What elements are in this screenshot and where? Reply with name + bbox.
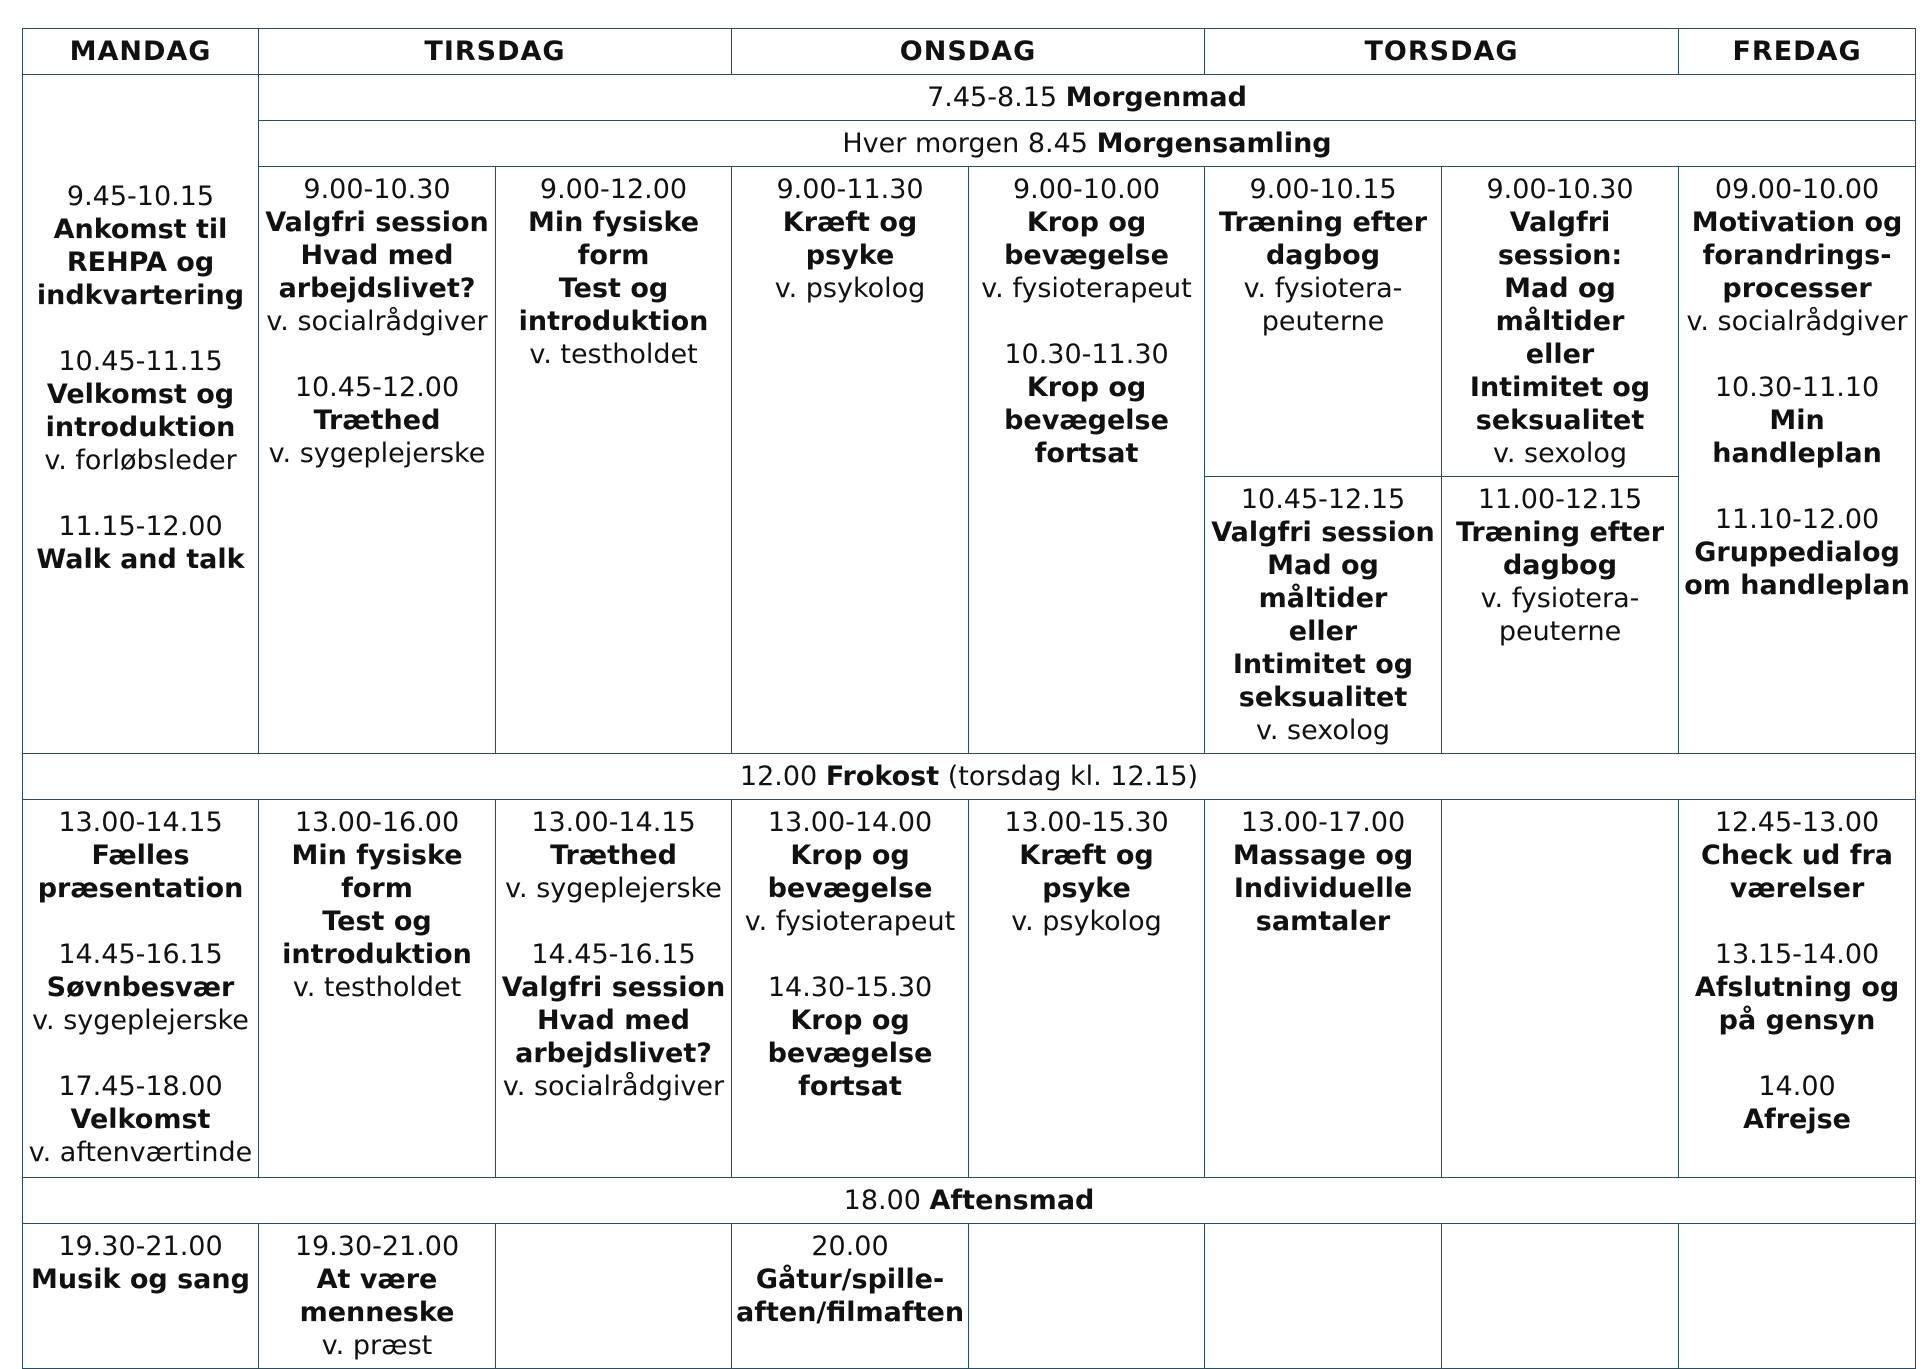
event-title: Massage og: [1232, 840, 1414, 871]
onsdag-b-evening-cell: [969, 1224, 1205, 1369]
event-block: [1209, 173, 1437, 338]
event-time: 13.00-15.30: [1004, 807, 1169, 838]
morgensamling-banner: [259, 121, 1916, 167]
event-title: Mad og måltider: [1258, 550, 1388, 614]
event-title: Test og: [558, 273, 669, 304]
event-time: 11.00-12.15: [1477, 484, 1643, 515]
event-title: At være: [316, 1264, 438, 1295]
mandag-morning-cell: [23, 75, 259, 754]
morgenmad-label: Morgenmad: [1065, 82, 1247, 113]
event-block: [1209, 806, 1437, 938]
event-title: Kræft og psyke: [782, 207, 918, 271]
torsdag-a-morning-top-cell: [1205, 167, 1442, 477]
fredag-afternoon-cell: [1679, 800, 1916, 1178]
event-time: 12.45-13.00: [1714, 807, 1880, 838]
torsdag-a-morning-bottom-cell: [1205, 477, 1442, 754]
event-title: forandrings-: [1702, 240, 1892, 271]
event-title: Mad og måltider: [1495, 273, 1625, 337]
event-title: præsentation: [37, 873, 244, 904]
event-block: [973, 173, 1200, 305]
event-title: Walk and talk: [36, 544, 245, 575]
aftensmad-time: 18.00: [843, 1185, 921, 1216]
fredag-morning-cell: [1679, 167, 1916, 754]
event-person: v. sexolog: [1255, 715, 1391, 746]
event-person: peuterne: [1498, 616, 1622, 647]
event-title: introduktion: [518, 306, 709, 337]
event-block: [1683, 503, 1911, 602]
event-title: Velkomst: [70, 1104, 211, 1135]
event-title: Valgfri session: [501, 972, 726, 1003]
event-title: Søvnbesvær: [46, 972, 235, 1003]
event-time: 13.00-14.15: [531, 807, 696, 838]
event-title: Hvad med: [537, 1005, 690, 1036]
event-person: v. fysiotera-: [1243, 273, 1403, 304]
event-time: 9.00-10.30: [303, 174, 451, 205]
tirsdag-a-morning-cell: [259, 167, 496, 754]
mandag-evening-cell: [23, 1224, 259, 1369]
event-block: [263, 173, 491, 338]
onsdag-b-afternoon-cell: [969, 800, 1205, 1178]
event-time: 13.00-16.00: [294, 807, 460, 838]
onsdag-a-afternoon-cell: [732, 800, 969, 1178]
event-block: [27, 510, 254, 576]
event-block: [1446, 483, 1674, 648]
event-time: 11.10-12.00: [1714, 504, 1880, 535]
event-time: 09.00-10.00: [1714, 174, 1880, 205]
evening-row: [23, 1224, 1916, 1369]
event-title: arbejdslivet?: [278, 273, 476, 304]
event-person: v. psykolog: [774, 273, 926, 304]
event-title: form: [577, 240, 650, 271]
tirsdag-a-afternoon-cell: [259, 800, 496, 1178]
onsdag-b-morning-cell: [969, 167, 1205, 754]
event-title: dagbog: [1265, 240, 1381, 271]
morgensamling-label: Morgensamling: [1096, 128, 1332, 159]
event-time: 9.00-10.00: [1012, 174, 1161, 205]
event-title: Valgfri session: [1211, 517, 1435, 548]
event-time: 10.45-12.00: [294, 372, 460, 403]
event-block: [500, 173, 727, 371]
event-title: introduktion: [45, 412, 236, 443]
event-person: v. fysiotera-: [1480, 583, 1640, 614]
torsdag-a-afternoon-cell: [1205, 800, 1442, 1178]
event-title: om handleplan: [1684, 570, 1910, 601]
frokost-label: Frokost: [825, 761, 940, 792]
event-block: [500, 938, 727, 1103]
event-time: 9.00-12.00: [539, 174, 688, 205]
event-title: Intimitet og: [1469, 372, 1651, 403]
event-title: Intimitet og: [1232, 649, 1414, 680]
event-block: [27, 180, 254, 312]
frokost-banner: [23, 754, 1916, 800]
aftensmad-row: [23, 1178, 1916, 1224]
onsdag-a-evening-cell: [732, 1224, 969, 1369]
afternoon-row: [23, 800, 1916, 1178]
event-title: Afslutning og: [1694, 972, 1900, 1003]
event-title: bevægelse: [1004, 405, 1169, 436]
event-person: v. psykolog: [1011, 906, 1162, 937]
frokost-note: (torsdag kl. 12.15): [947, 761, 1199, 792]
event-title: Gruppedialog: [1694, 537, 1900, 568]
event-block: [1446, 173, 1674, 470]
event-person: v. fysioterapeut: [981, 273, 1192, 304]
event-person: v. socialrådgiver: [502, 1071, 725, 1102]
event-title: aften/filmaften: [736, 1297, 965, 1328]
event-block: [736, 1230, 964, 1329]
event-block: [736, 971, 964, 1103]
torsdag-b-evening-cell: [1442, 1224, 1679, 1369]
frokost-row: [23, 754, 1916, 800]
event-time: 10.45-11.15: [58, 346, 223, 377]
morgensamling-row: [23, 121, 1916, 167]
event-title: Træthed: [313, 405, 441, 436]
event-time: 11.15-12.00: [58, 511, 223, 542]
event-person: v. testholdet: [292, 972, 462, 1003]
event-title: arbejdslivet?: [515, 1038, 712, 1069]
event-title: Min fysiske: [291, 840, 463, 871]
day-header-torsdag: TORSDAG: [1205, 29, 1679, 75]
event-title: REHPA og: [66, 247, 215, 278]
tirsdag-a-evening-cell: [259, 1224, 496, 1369]
aftensmad-banner: [23, 1178, 1916, 1224]
event-title: eller: [1288, 616, 1358, 647]
event-title: fortsat: [1034, 438, 1139, 469]
event-person: v. forløbsleder: [44, 445, 237, 476]
event-person: v. testholdet: [529, 339, 698, 370]
event-block: [263, 806, 491, 1004]
event-title: Afrejse: [1743, 1104, 1851, 1135]
event-person: v. sygeplejerske: [268, 438, 486, 469]
event-time: 19.30-21.00: [58, 1231, 223, 1262]
event-title: seksualitet: [1238, 682, 1408, 713]
event-title: Individuelle: [1233, 873, 1413, 904]
event-title: Check ud fra: [1701, 840, 1893, 871]
event-time: 14.45-16.15: [531, 939, 696, 970]
weekly-schedule-table: [22, 28, 1916, 1369]
event-title: Min handleplan: [1712, 405, 1882, 469]
event-title: Test og: [322, 906, 432, 937]
event-time: 13.00-14.15: [58, 807, 223, 838]
morgenmad-banner: [259, 75, 1916, 121]
event-time: 9.00-10.30: [1486, 174, 1634, 205]
event-time: 9.00-11.30: [776, 174, 924, 205]
event-time: 14.45-16.15: [58, 939, 223, 970]
aftensmad-label: Aftensmad: [929, 1185, 1095, 1216]
event-time: 13.00-14.00: [767, 807, 933, 838]
event-title: Valgfri session:: [1497, 207, 1623, 271]
event-title: Træthed: [550, 840, 677, 871]
event-title: Valgfri session: [265, 207, 489, 238]
tirsdag-b-evening-cell: [496, 1224, 732, 1369]
event-title: bevægelse: [767, 873, 933, 904]
event-title: Krop og: [790, 1005, 910, 1036]
event-block: [973, 338, 1200, 470]
event-title: Krop og: [1026, 372, 1147, 403]
event-time: 10.45-12.15: [1240, 484, 1406, 515]
event-person: peuterne: [1261, 306, 1385, 337]
event-block: [27, 1230, 254, 1296]
event-block: [500, 806, 727, 905]
event-title: værelser: [1729, 873, 1865, 904]
event-block: [27, 806, 254, 905]
event-block: [27, 345, 254, 477]
event-title: processer: [1722, 273, 1872, 304]
event-title: på gensyn: [1718, 1005, 1876, 1036]
morning-row-top: [23, 167, 1916, 477]
day-header-tirsdag: TIRSDAG: [259, 29, 732, 75]
event-time: 13.00-17.00: [1240, 807, 1406, 838]
event-time: 10.30-11.30: [1004, 339, 1169, 370]
event-block: [736, 806, 964, 938]
mandag-afternoon-cell: [23, 800, 259, 1178]
event-title: dagbog: [1502, 550, 1618, 581]
event-block: [263, 371, 491, 470]
event-title: bevægelse: [1004, 240, 1169, 271]
schedule-wrapper: [22, 28, 1915, 1369]
event-title: Træning efter: [1218, 207, 1428, 238]
event-time: 9.45-10.15: [66, 181, 215, 212]
event-time: 9.00-10.15: [1249, 174, 1397, 205]
event-person: v. socialrådgiver: [266, 306, 488, 337]
event-person: v. socialrådgiver: [1686, 306, 1908, 337]
event-title: fortsat: [798, 1071, 902, 1102]
event-person: v. sexolog: [1492, 438, 1628, 469]
event-block: [1683, 1070, 1911, 1136]
event-block: [1683, 806, 1911, 905]
torsdag-a-evening-cell: [1205, 1224, 1442, 1369]
event-title: Træning efter: [1455, 517, 1665, 548]
event-title: eller: [1525, 339, 1595, 370]
event-title: Kræft og psyke: [1019, 840, 1154, 904]
event-title: Gåtur/spille-: [755, 1264, 945, 1295]
morgenmad-row: [23, 75, 1916, 121]
event-title: seksualitet: [1475, 405, 1645, 436]
event-title: Fælles: [91, 840, 190, 871]
event-time: 17.45-18.00: [58, 1071, 223, 1102]
morgensamling-prefix: Hver morgen 8.45: [842, 128, 1088, 159]
event-title: Krop og: [1026, 207, 1147, 238]
event-person: v. sygeplejerske: [32, 1005, 249, 1036]
torsdag-b-afternoon-cell: [1442, 800, 1679, 1178]
event-title: menneske: [299, 1297, 455, 1328]
fredag-evening-cell: [1679, 1224, 1916, 1369]
event-time: 13.15-14.00: [1714, 939, 1880, 970]
event-title: Krop og: [790, 840, 910, 871]
event-title: Hvad med: [300, 240, 454, 271]
frokost-time: 12.00: [739, 761, 818, 792]
event-block: [27, 1070, 254, 1169]
event-time: 19.30-21.00: [294, 1231, 460, 1262]
event-title: Ankomst til: [53, 214, 228, 245]
event-person: v. fysioterapeut: [744, 906, 956, 937]
event-person: v. aftenværtinde: [28, 1137, 253, 1168]
event-block: [1209, 483, 1437, 747]
event-title: indkvartering: [36, 280, 245, 311]
event-title: Musik og sang: [31, 1264, 250, 1295]
day-header-fredag: FREDAG: [1679, 29, 1916, 75]
day-header-onsdag: ONSDAG: [732, 29, 1205, 75]
event-block: [1683, 173, 1911, 338]
event-block: [736, 173, 964, 305]
torsdag-b-morning-top-cell: [1442, 167, 1679, 477]
event-title: samtaler: [1255, 906, 1391, 937]
tirsdag-b-afternoon-cell: [496, 800, 732, 1178]
event-block: [263, 1230, 491, 1362]
tirsdag-b-morning-cell: [496, 167, 732, 754]
event-block: [1683, 938, 1911, 1037]
header-row: [23, 29, 1916, 75]
morgenmad-time: 7.45-8.15: [927, 82, 1058, 113]
event-title: bevægelse: [767, 1038, 933, 1069]
event-time: 10.30-11.10: [1714, 372, 1880, 403]
onsdag-a-morning-cell: [732, 167, 969, 754]
event-block: [1683, 371, 1911, 470]
event-time: 20.00: [811, 1231, 889, 1262]
event-title: Min fysiske: [527, 207, 700, 238]
event-title: Velkomst og: [46, 379, 235, 410]
event-time: 14.30-15.30: [767, 972, 933, 1003]
event-block: [973, 806, 1200, 938]
event-title: Motivation og: [1691, 207, 1903, 238]
event-person: v. sygeplejerske: [505, 873, 722, 904]
event-title: introduktion: [282, 939, 472, 970]
torsdag-b-morning-bottom-cell: [1442, 477, 1679, 754]
event-block: [27, 938, 254, 1037]
event-time: 14.00: [1758, 1071, 1836, 1102]
event-title: form: [341, 873, 413, 904]
day-header-mandag: MANDAG: [23, 29, 259, 75]
event-person: v. præst: [321, 1330, 433, 1361]
